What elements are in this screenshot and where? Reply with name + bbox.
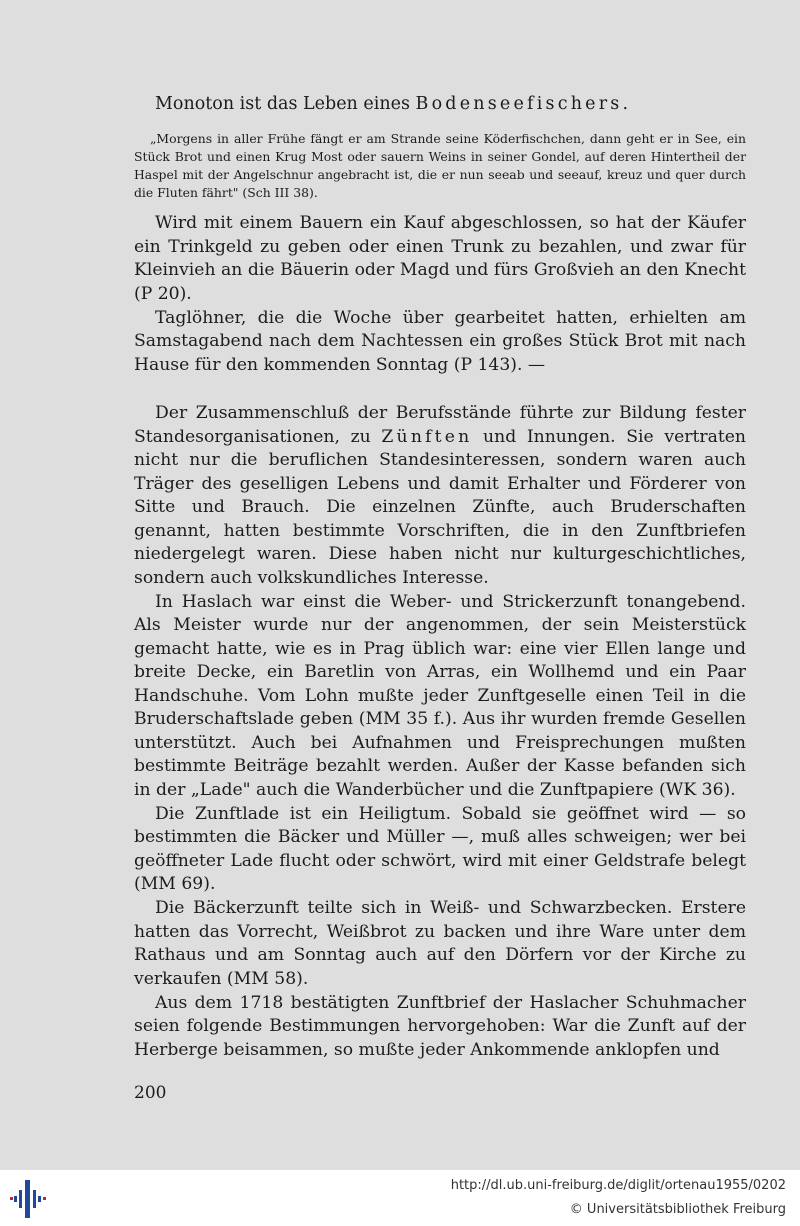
footer-bar [0,1170,800,1226]
intro-line [134,92,746,116]
intro-spaced-word: Bodenseefischers [415,94,623,114]
source-url: http://dl.ub.uni-freiburg.de/diglit/ortenau1955/0202 [450,1178,786,1193]
section-1 [134,212,746,378]
paragraph: Die Bäckerzunft teilte sich in Weiß- und Schwarzbecken. Erstere hatten das Vorrecht, Weißbrot zu backen und ihre Ware unter dem Rathaus und am Sonntag auch auf den Dörfern vor der Kirche zu verkaufen (MM 58). [134,898,746,989]
page-number: 200 [134,1083,167,1103]
section-2 [134,402,746,1063]
paragraph: In Haslach war einst die Weber- und Strickerzunft tonangebend. Als Meister wurde nur der angenommen, der sein Meisterstück gemacht hatte, wie es in Prag üblich war: eine vier Ellen lange und breite Decke, ein Baretlin von Arras, ein Wollhemd und ein Paar Handschuhe. Vom Lohn mußte jeder Zunftgeselle einen Teil in die Bruderschaftslade geben (MM 35 f.). Aus ihr wurden fremde Gesellen unterstützt. Auch bei Aufnahmen und Freisprechungen mußten bestimmte Beiträge bezahlt werden. Außer der Kasse befanden sich in der „Lade" auch die Wanderbücher und die Zunftpapiere (WK 36). [134,591,746,800]
paragraph: Taglöhner, die die Woche über gearbeitet hatten, erhielten am Samstagabend nach dem Nachtessen ein großes Stück Brot mit nach Hause für den kommenden Sonntag (P 143). — [134,307,746,375]
paragraph: Aus dem 1718 bestätigten Zunftbrief der Haslacher Schuhmacher seien folgende Bestimmungen hervorgehoben: War die Zunft auf der Herberge beisammen, so mußte jeder Ankommende anklopfen und [134,992,746,1060]
intro-text-after: . [622,94,629,114]
library-logo-icon [10,1178,56,1220]
intro-text-before: Monoton ist das Leben eines [155,94,416,114]
paragraph-text-before: Der Zusammenschluß der Berufsstände führte zur Bildung fester Standesorganisationen, zu [134,403,746,447]
paragraph: Wird mit einem Bauern ein Kauf abgeschlossen, so hat der Käufer ein Trinkgeld zu geben oder einen Trunk zu bezahlen, und zwar für Kleinvieh an die Bäuerin oder Magd und fürs Großvieh an den Knecht (P 20). [134,213,746,304]
paragraph [134,402,746,590]
copyright-notice: © Universitätsbibliothek Freiburg [569,1202,786,1217]
block-quote: „Morgens in aller Frühe fängt er am Strande seine Köderfischchen, dann geht er in See, ein Stück Brot und einen Krug Most oder sauern Weins in seiner Gondel, auf deren Hintertheil der Haspel mit der Angelschnur angebracht ist, die er nun seeab und seeauf, kreuz und quer durch die Fluten fährt" (Sch III 38). [134,131,746,200]
spaced-word: Zünften [381,426,473,447]
paragraph: Die Zunftlade ist ein Heiligtum. Sobald sie geöffnet wird — so bestimmten die Bäcker und Müller —, muß alles schweigen; wer bei geöffneter Lade flucht oder schwört, wird mit einer Geldstrafe belegt (MM 69). [134,803,746,894]
paragraph-text-after: und Innungen. Sie vertraten nicht nur die beruflichen Standesinteressen, sondern waren auch Träger des geselligen Lebens und damit Erhalter und Förderer von Sitte und Brauch. Die einzelnen Zünfte, auch Bruderschaften genannt, hatten bestimmte Vorschriften, die in den Zunftbriefen niedergelegt waren. Diese haben nicht nur kulturgeschichtliches, sondern auch volkskundliches Interesse. [134,426,746,588]
